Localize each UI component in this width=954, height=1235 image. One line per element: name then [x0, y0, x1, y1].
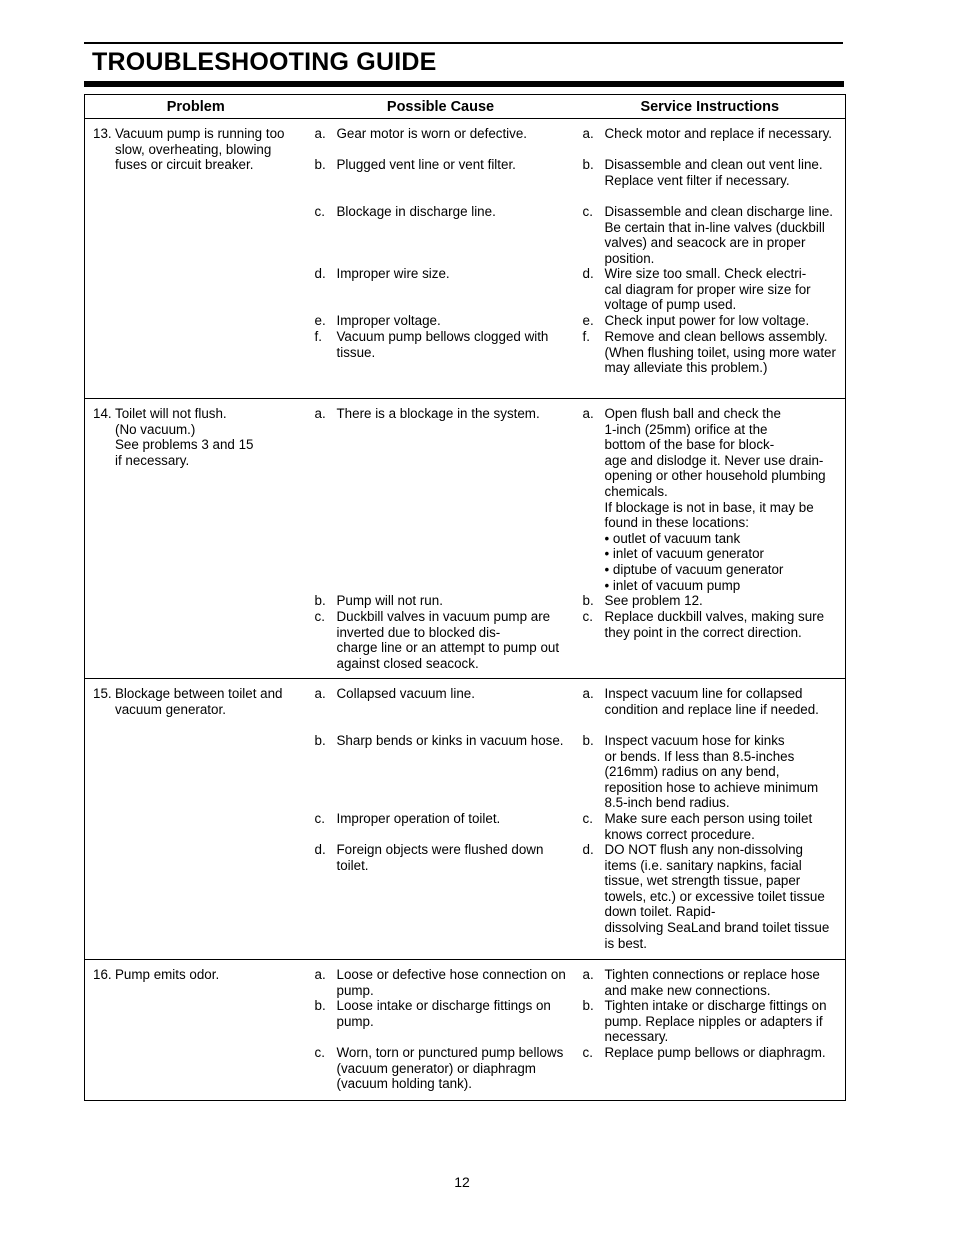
service-item	[583, 998, 838, 1045]
service-item	[583, 204, 838, 266]
cause-text: Worn, torn or punctured pump bellows (vacuum generator) or diaphragm (vacuum holding tank).	[336, 1045, 564, 1092]
service-text: Disassemble and clean out vent line. Replace vent filter if necessary.	[604, 157, 823, 188]
service-item	[583, 733, 838, 811]
cause-letter: e.	[314, 313, 326, 328]
cause-text: Plugged vent line or vent filter.	[336, 157, 516, 172]
cause-item	[315, 609, 567, 671]
cause-text: Improper operation of toilet.	[336, 811, 501, 826]
problem-number: 16.	[93, 967, 112, 982]
cause-letter: b.	[314, 157, 326, 172]
cause-letter: b.	[314, 593, 326, 608]
cause-letter: a.	[314, 967, 326, 982]
cause-letter: d.	[314, 842, 326, 857]
cause-item	[315, 842, 567, 873]
cause-text: Improper voltage.	[336, 313, 441, 328]
service-text: Replace duckbill valves, making sure they point in the correct direction.	[604, 609, 825, 640]
service-cell	[575, 119, 846, 399]
service-letter: c.	[582, 204, 593, 219]
service-cell	[575, 399, 846, 679]
cause-cell	[307, 679, 575, 960]
table-row-problem-13	[85, 119, 846, 399]
service-item	[583, 329, 838, 376]
service-cell	[575, 960, 846, 1101]
service-text: Replace pump bellows or diaphragm.	[604, 1045, 826, 1060]
cause-text: Loose or defective hose connection on pump.	[336, 967, 566, 998]
service-text: DO NOT flush any non-dissolving items (i.e. sanitary napkins, facial tissue, wet strength tissue, paper towels, etc.) or excessive toilet tissue down toilet. Rapid- dissolving SeaLand brand toilet tissue is best.	[604, 842, 830, 951]
cause-text: Vacuum pump bellows clogged with tissue.	[336, 329, 549, 360]
header-problem: Problem	[85, 95, 307, 119]
service-letter: a.	[582, 126, 594, 141]
cause-text: Loose intake or discharge fittings on pump.	[336, 998, 551, 1029]
header-service-instructions: Service Instructions	[575, 95, 846, 119]
cause-item	[315, 733, 567, 811]
problem-number: 14.	[93, 406, 112, 421]
cause-letter: b.	[314, 998, 326, 1013]
cause-text: Duckbill valves in vacuum pump are inverted due to blocked dis- charge line or an attempt to pump out against closed seacock.	[336, 609, 560, 671]
cause-item	[315, 1045, 567, 1092]
troubleshooting-table	[84, 94, 846, 1101]
problem-text: Pump emits odor.	[115, 967, 220, 982]
cause-text: Sharp bends or kinks in vacuum hose.	[336, 733, 564, 748]
service-text: Check motor and replace if necessary.	[604, 126, 832, 141]
service-item	[583, 593, 838, 609]
cause-item	[315, 329, 567, 360]
cause-item	[315, 686, 567, 733]
page-number: 12	[454, 1174, 470, 1190]
cause-letter: a.	[314, 406, 326, 421]
service-text: Open flush ball and check the 1-inch (25mm) orifice at the bottom of the base for block- age and dislodge it. Never use drain-opening or other household plumbing chemicals. If blockage is not in base, it may be found in these locations: • outlet of vacuum tank • inlet of vacuum generator • diptube of vacuum generator • inlet of vacuum pump	[604, 406, 826, 593]
title-underline-bar	[84, 81, 844, 87]
cause-text: Collapsed vacuum line.	[336, 686, 475, 701]
table-row-problem-16	[85, 960, 846, 1101]
service-item	[583, 967, 838, 998]
cause-item	[315, 967, 567, 998]
service-text: Inspect vacuum line for collapsed condition and replace line if needed.	[604, 686, 819, 717]
service-item	[583, 609, 838, 640]
service-letter: c.	[582, 1045, 593, 1060]
header-possible-cause: Possible Cause	[307, 95, 575, 119]
problem-number: 15.	[93, 686, 112, 701]
table-header-row	[85, 95, 846, 119]
cause-item	[315, 998, 567, 1045]
cause-letter: a.	[314, 686, 326, 701]
problem-cell	[85, 119, 307, 399]
table-row-problem-14	[85, 399, 846, 679]
service-item	[583, 126, 838, 157]
cause-item	[315, 204, 567, 266]
service-letter: e.	[582, 313, 594, 328]
cause-item	[315, 313, 567, 329]
cause-text: Pump will not run.	[336, 593, 443, 608]
problem-text: Blockage between toilet and vacuum generator.	[115, 686, 283, 717]
service-letter: a.	[582, 406, 594, 421]
problem-number: 13.	[93, 126, 112, 141]
service-letter: f.	[582, 329, 590, 344]
cause-letter: c.	[314, 609, 325, 624]
service-item	[583, 266, 838, 313]
service-item	[583, 313, 838, 329]
problem-cell	[85, 960, 307, 1101]
service-cell	[575, 679, 846, 960]
service-letter: c.	[582, 811, 593, 826]
service-letter: b.	[582, 998, 594, 1013]
service-text: Make sure each person using toilet knows correct procedure.	[604, 811, 813, 842]
problem-text: Vacuum pump is running too slow, overheating, blowing fuses or circuit breaker.	[115, 126, 285, 173]
cause-letter: c.	[314, 204, 325, 219]
cause-letter: a.	[314, 126, 326, 141]
cause-cell	[307, 399, 575, 679]
cause-text: Foreign objects were flushed down toilet.	[336, 842, 544, 873]
cause-letter: b.	[314, 733, 326, 748]
cause-item	[315, 126, 567, 157]
cause-letter: c.	[314, 1045, 325, 1060]
service-item	[583, 157, 838, 204]
service-text: Tighten connections or replace hose and make new connections.	[604, 967, 820, 998]
cause-item	[315, 811, 567, 842]
service-letter: a.	[582, 967, 594, 982]
service-text: Wire size too small. Check electri- cal diagram for proper wire size for voltage of pump used.	[604, 266, 811, 313]
table-row-problem-15	[85, 679, 846, 960]
service-text: Check input power for low voltage.	[604, 313, 810, 328]
cause-item	[315, 266, 567, 313]
problem-text: Toilet will not flush. (No vacuum.) See problems 3 and 15 if necessary.	[115, 406, 254, 468]
cause-text: Improper wire size.	[336, 266, 450, 281]
service-text: Disassemble and clean discharge line. Be certain that in-line valves (duckbill valves) and seacock are in proper position.	[604, 204, 834, 266]
service-letter: b.	[582, 733, 594, 748]
service-text: See problem 12.	[604, 593, 703, 608]
cause-item	[315, 406, 567, 593]
service-letter: d.	[582, 266, 594, 281]
service-letter: a.	[582, 686, 594, 701]
service-item	[583, 1045, 838, 1061]
cause-text: There is a blockage in the system.	[336, 406, 540, 421]
cause-cell	[307, 960, 575, 1101]
service-item	[583, 686, 838, 733]
cause-item	[315, 593, 567, 609]
cause-letter: d.	[314, 266, 326, 281]
top-rule	[84, 42, 843, 44]
page-title: TROUBLESHOOTING GUIDE	[92, 48, 437, 76]
cause-text: Blockage in discharge line.	[336, 204, 496, 219]
cause-text: Gear motor is worn or defective.	[336, 126, 528, 141]
service-letter: d.	[582, 842, 594, 857]
service-item	[583, 811, 838, 842]
service-letter: b.	[582, 593, 594, 608]
service-text: Tighten intake or discharge fittings on pump. Replace nipples or adapters if necessary.	[604, 998, 827, 1045]
cause-item	[315, 157, 567, 204]
problem-cell	[85, 679, 307, 960]
service-text: Inspect vacuum hose for kinks or bends. If less than 8.5-inches (216mm) radius on any bend, reposition hose to achieve minimum 8.5-inch bend radius.	[604, 733, 819, 811]
service-item	[583, 406, 838, 593]
cause-letter: c.	[314, 811, 325, 826]
cause-letter: f.	[314, 329, 322, 344]
service-letter: c.	[582, 609, 593, 624]
service-item	[583, 842, 838, 951]
service-text: Remove and clean bellows assembly. (When flushing toilet, using more water may alleviate this problem.)	[604, 329, 836, 376]
service-letter: b.	[582, 157, 594, 172]
problem-cell	[85, 399, 307, 679]
cause-cell	[307, 119, 575, 399]
